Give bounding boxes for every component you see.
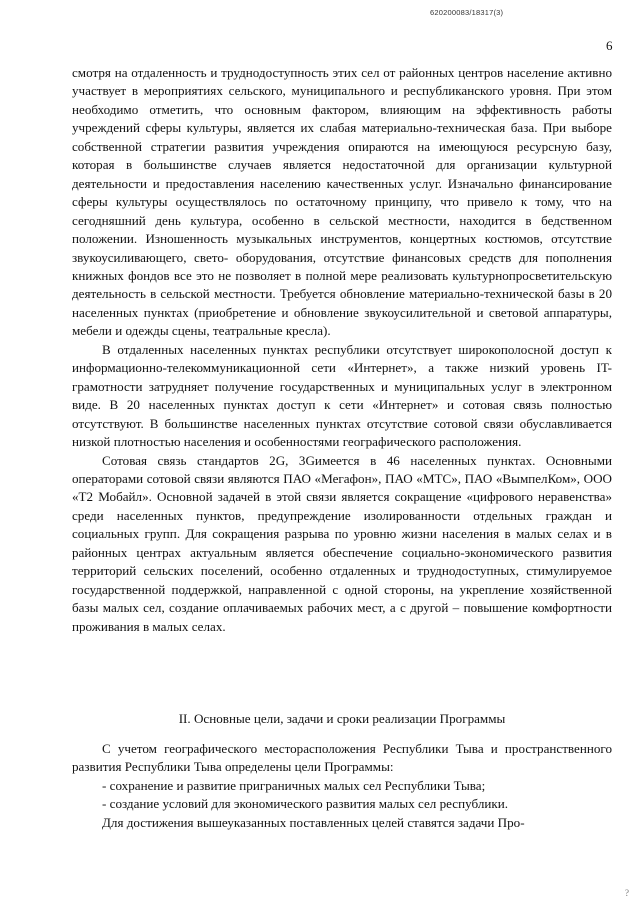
section-heading: II. Основные цели, задачи и сроки реализации Программы [178, 711, 506, 726]
paragraph-internet-access: В отдаленных населенных пунктах республики отсутствует широкополосной доступ к информационно-телекоммуникационной сети «Интернет», а также низкий уровень IT-грамотности затрудняет получение государственных и муниципальных услуг в электронном виде. В 20 населенных пунктах доступ к сети «Интернет» и сотовая связь полностью отсутствуют. В большинстве населенных пунктах отсутствие сотовой связи обуславливается низкой плотностью населения и особенностями географического расположения. [72, 341, 612, 450]
goal-item-economic-conditions: - создание условий для экономического развития малых сел республики. [102, 796, 509, 812]
paragraph-cellular-coverage: Сотовая связь стандартов 2G, 3Gимеется в 46 населенных пунктах. Основными операторами сотовой связи являются ПАО «Мегафон», ПАО «МТС», ПАО «ВымпелКом», ООО «Т2 Мобайл». Основной задачей в этой связи является сокращение «цифрового неравенства» среди населенных пунктов, предупреждение изолированности отдельных граждан и социальных групп. Для сокращения разрыва по уровню жизни населения в малых селах и в районных центрах актуальным является обеспечение социально-экономического развития территорий сельских поселений, особенно отдаленных и труднодоступных, стимулируемое государственной поддержкой, направленной с одной стороны, на укрепление хозяйственной базы малых сел, создание оплачиваемых рабочих мест, а с другой – повышение комфортности проживания в малых селах. [72, 452, 612, 634]
goal-item-preservation: - сохранение и развитие приграничных малых сел Республики Тыва; [102, 777, 486, 793]
page-number: 6 [606, 38, 613, 53]
paragraph-tasks-lead: Для достижения вышеуказанных поставленных целей ставятся задачи Про- [102, 814, 525, 830]
paragraph-program-goals-intro: С учетом географического месторасположения Республики Тыва и пространственного развития Республики Тыва определены цели Программы: [72, 741, 612, 775]
body-text-top [72, 64, 612, 636]
corner-scan-mark: ? [625, 888, 629, 898]
paragraph-culture-base: смотря на отдаленность и труднодоступность этих сел от районных центров население активно участвует в мероприятиях сельского, муниципального и республиканского уровня. При этом необходимо отметить, что основным фактором, влияющим на эффективность работы учреждений сферы культуры, является их слабая материально-техническая база. При выборе собственной стратегии развития учреждения опираются на имеющуюся ресурсную базу, которая в большинстве случаев является недостаточной для организации культурной деятельности и предоставления населению качественных услуг. Изначально финансирование сферы культуры осуществлялось по остаточному принципу, что привело к тому, что на сегодняшний день культура, особенно в сельской местности, находится в бедственном положении. Изношенность музыкальных инструментов, концертных костюмов, отсутствие звукоусиливающего, свето- оборудования, отсутствие финансовых средств для пополнения книжных фондов все это не позволяет в полной мере реализовать культурнопросветительскую деятельность в сельской местности. Требуется обновление материально-технической базы в 20 населенных пунктах (приобретение и обновление звукоусилительной и световой аппаратуры, мебели и одежды сцены, театральные кресла). [72, 65, 612, 339]
body-text-bottom [72, 740, 612, 832]
document-registration-code: 620200083/18317(3) [430, 8, 504, 17]
